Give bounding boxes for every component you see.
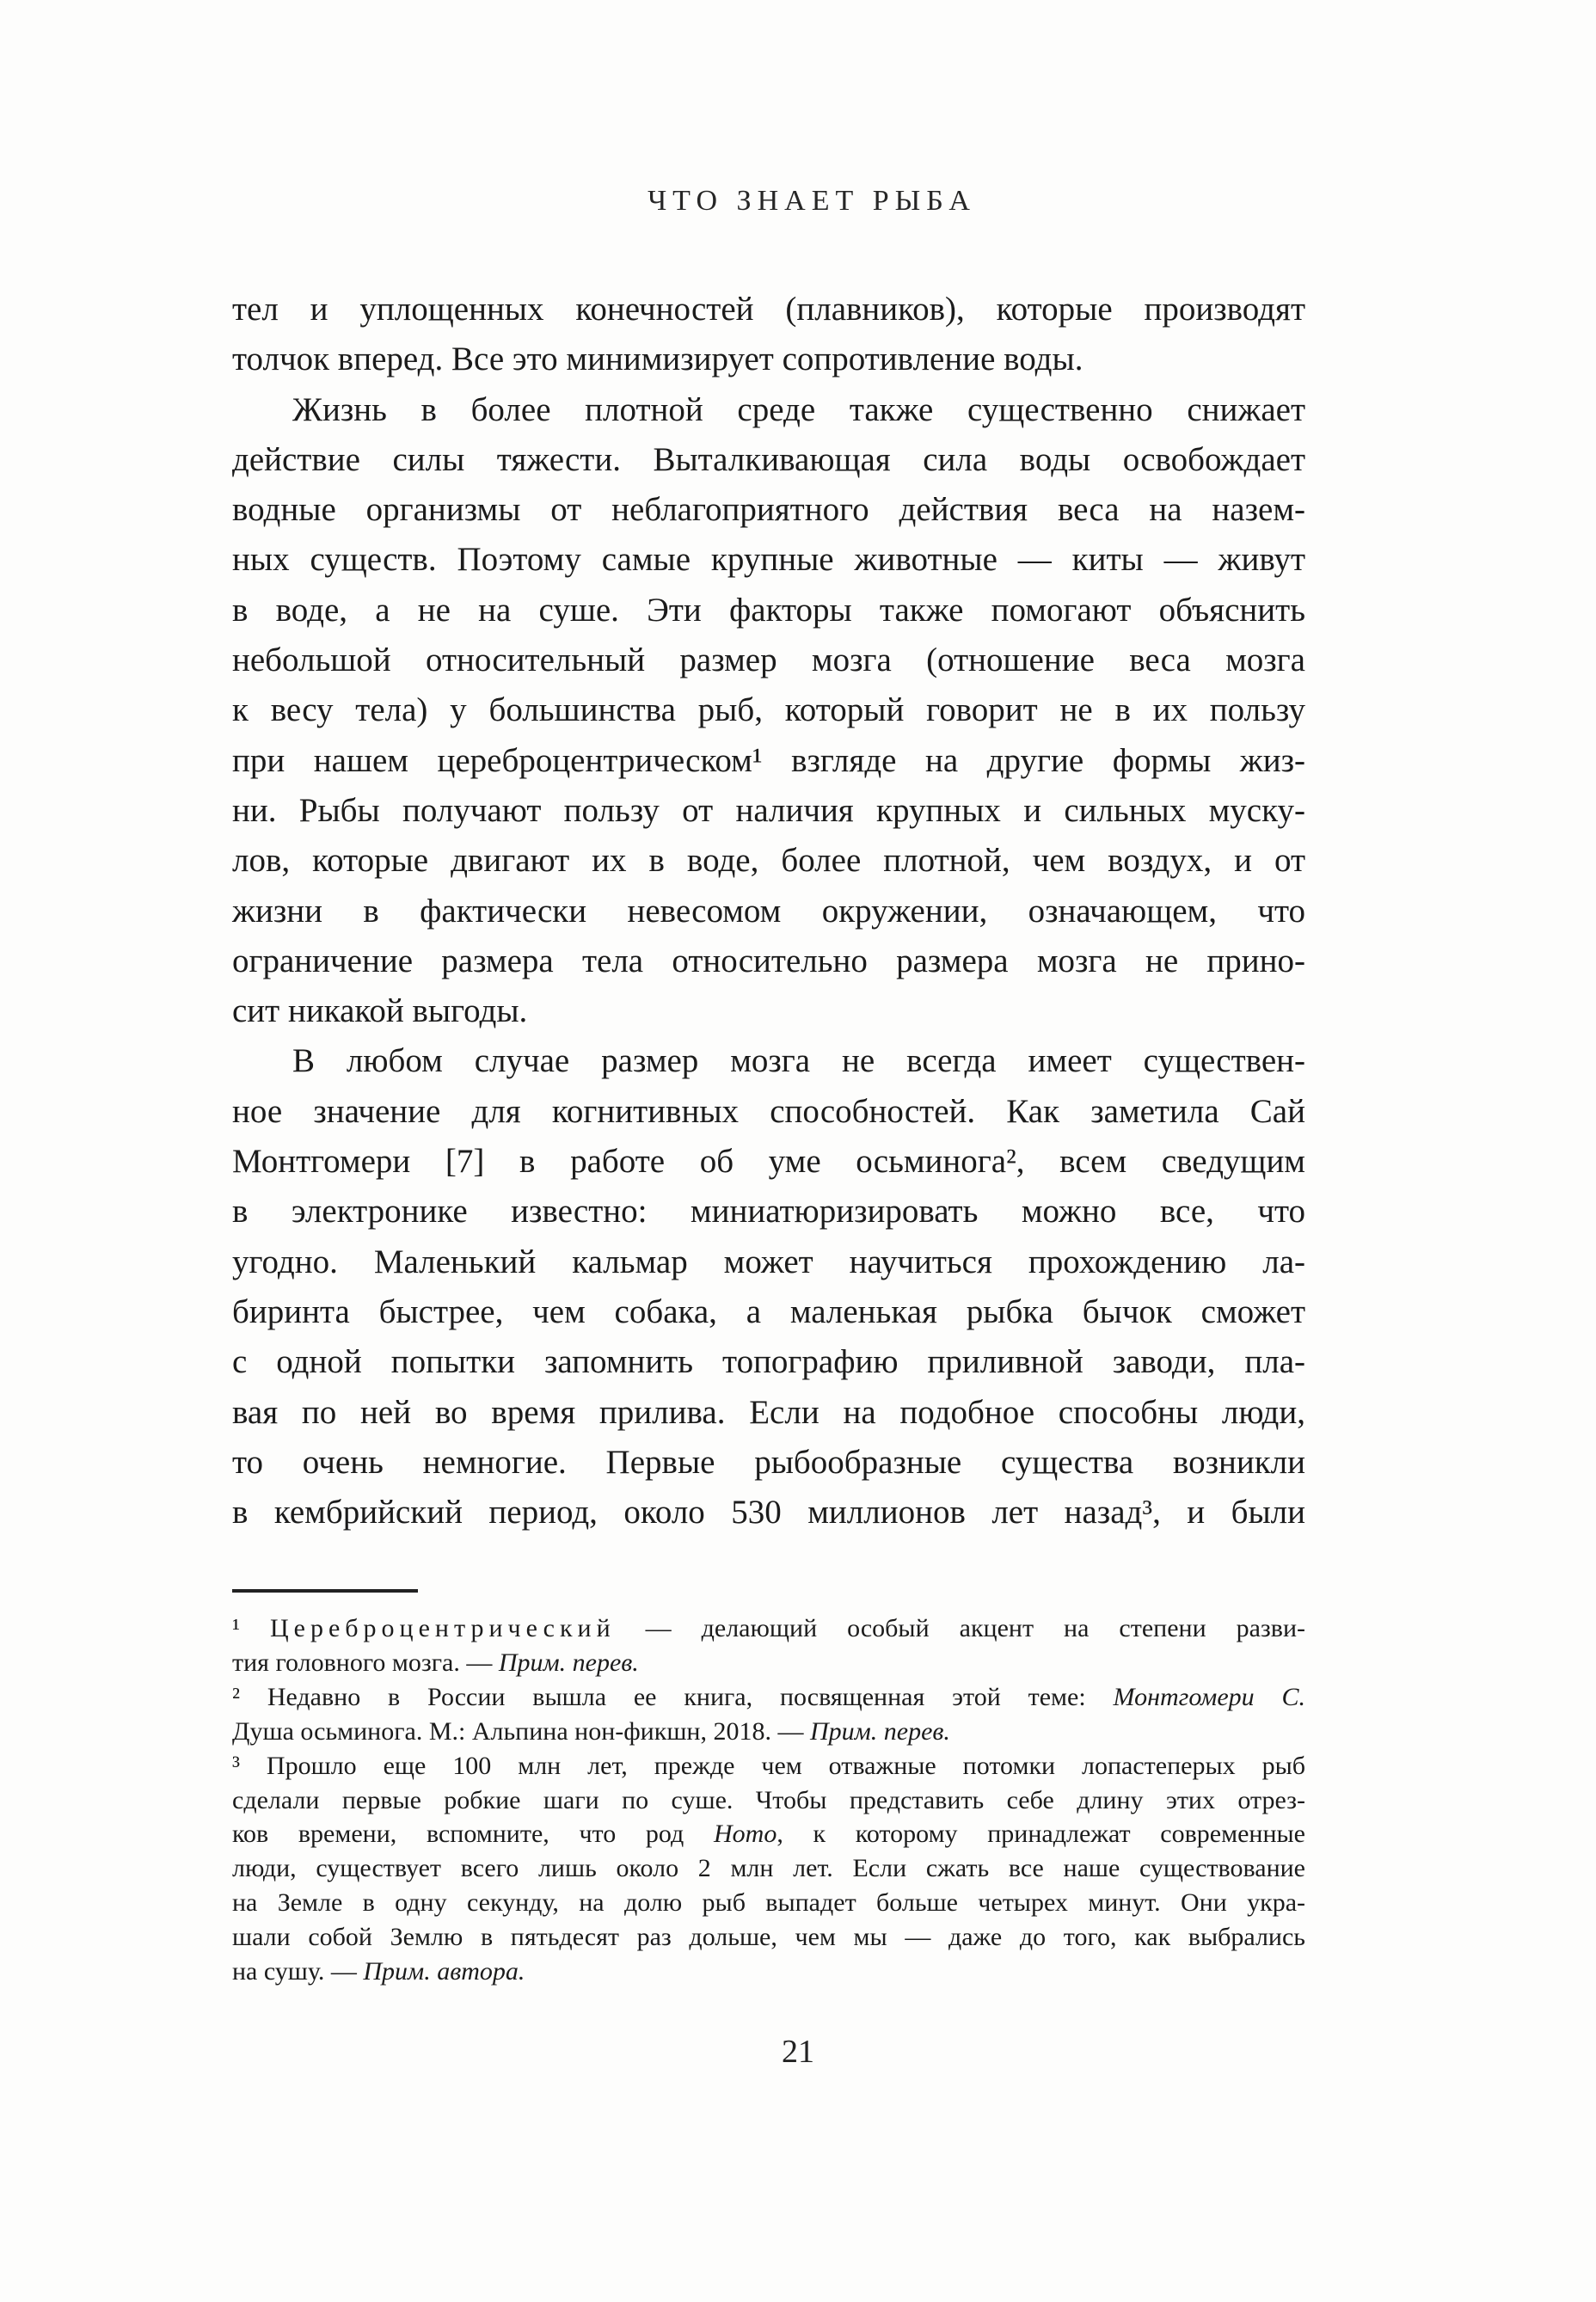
footnote-line — [232, 1920, 1305, 1955]
footnote-line — [232, 1646, 1305, 1680]
body-line: при нашем цереброцентрическом¹ взгляде на другие формы жиз- — [232, 741, 1305, 779]
italic-text-run: Прим. автора. — [363, 1957, 525, 1986]
body-line: вая по ней во время прилива. Если на подобное способны люди, — [232, 1393, 1305, 1431]
running-head: ЧТО ЗНАЕТ РЫБА — [648, 185, 976, 217]
text-run: ³ Прошло еще 100 млн лет, прежде чем отважные потомки лопастеперых рыб — [232, 1751, 1305, 1780]
italic-text-run: Прим. перев. — [498, 1648, 639, 1677]
body-line: тел и уплощенных конечностей (плавников), которые производят — [232, 291, 1305, 328]
paragraph — [232, 285, 1305, 385]
body-line: жизни в фактически невесомом окружении, означающем, что — [232, 892, 1305, 930]
text-run: — делающий особый акцент на степени разви- — [615, 1614, 1305, 1642]
text-run: ² Недавно в России вышла ее книга, посвященная этой теме: — [232, 1682, 1114, 1711]
text-run: ¹ — [232, 1614, 270, 1642]
body-line: лов, которые двигают их в воде, более плотной, чем воздух, и от — [232, 842, 1305, 880]
footnote — [232, 1680, 1305, 1749]
body-line: толчок вперед. Все это минимизирует сопротивление воды. — [232, 341, 1083, 378]
paragraph — [232, 385, 1305, 1037]
text-run: тия головного мозга. — — [232, 1648, 499, 1677]
italic-text-run: Homo — [714, 1820, 777, 1849]
footnote-line — [232, 1749, 1305, 1783]
footnote — [232, 1611, 1305, 1680]
italic-text-run: Монтгомери С. — [1113, 1682, 1305, 1711]
text-run: , к которому принадлежат современные — [777, 1820, 1305, 1849]
footnotes-section — [232, 1589, 1305, 1989]
body-line: ных существ. Поэтому самые крупные животные — киты — живут — [232, 541, 1305, 579]
text-run: люди, существует всего лишь около 2 млн лет. Если сжать все наше существование — [232, 1854, 1305, 1883]
paragraph — [232, 1036, 1305, 1538]
body-line: в кембрийский период, около 530 миллионов лет назад³, и были — [232, 1494, 1305, 1532]
text-run: на Земле в одну секунду, на долю рыб выпадет больше четырех минут. Они укра- — [232, 1888, 1305, 1918]
footnote-line — [232, 1680, 1305, 1715]
body-line: к весу тела) у большинства рыб, который говорит не в их пользу — [232, 691, 1305, 729]
text-run: сделали первые робкие шаги по суше. Чтобы представить себе длину этих отрез- — [232, 1785, 1305, 1814]
footnote-line — [232, 1611, 1305, 1646]
footnote-line — [232, 1715, 1305, 1749]
body-line: водные организмы от неблагоприятного действия веса на назем- — [232, 491, 1305, 529]
body-line: угодно. Маленький кальмар может научиться прохождению ла- — [232, 1243, 1305, 1280]
body-line: то очень немногие. Первые рыбообразные существа возникли — [232, 1443, 1305, 1481]
footnotes-list — [232, 1611, 1305, 1989]
italic-text-run: Прим. перев. — [809, 1716, 950, 1746]
text-run: шали собой Землю в пятьдесят раз дольше, чем мы — даже до того, как выбрались — [232, 1923, 1305, 1952]
body-line: с одной попытки запомнить топографию приливной заводи, пла- — [232, 1343, 1305, 1381]
footnote-line — [232, 1851, 1305, 1886]
footnote-rule — [232, 1589, 418, 1593]
text-run: на сушу. — — [232, 1957, 364, 1986]
body-line: Жизнь в более плотной среде также существенно снижает — [292, 390, 1305, 428]
footnote-line — [232, 1886, 1305, 1920]
body-line: биринта быстрее, чем собака, а маленькая рыбка бычок сможет — [232, 1292, 1305, 1330]
body-text — [232, 285, 1305, 1538]
letterspaced-text-run: Цереброцентрический — [269, 1614, 616, 1642]
body-line: действие силы тяжести. Выталкивающая сила воды освобождает — [232, 440, 1305, 478]
body-line: в воде, а не на суше. Эти факторы также помогают объяснить — [232, 591, 1305, 629]
body-line: сит никакой выгоды. — [232, 992, 528, 1030]
footnote — [232, 1749, 1305, 1989]
text-run: Душа осьминога. М.: Альпина нон-фикшн, 2018. — — [232, 1716, 810, 1746]
footnote-line — [232, 1817, 1305, 1851]
body-line: ное значение для когнитивных способностей. Как заметила Сай — [232, 1092, 1305, 1130]
body-line: небольшой относительный размер мозга (отношение веса мозга — [232, 641, 1305, 679]
footnote-line — [232, 1955, 1305, 1989]
body-line: в электронике известно: миниатюризировать можно все, что — [232, 1193, 1305, 1231]
body-line: Монтгомери [7] в работе об уме осьминога², всем сведущим — [232, 1143, 1305, 1181]
body-line: ни. Рыбы получают пользу от наличия крупных и сильных муску- — [232, 791, 1305, 829]
body-line: ограничение размера тела относительно размера мозга не прино- — [232, 942, 1305, 979]
footnote-line — [232, 1783, 1305, 1818]
page-number: 21 — [782, 2034, 814, 2070]
text-run: ков времени, вспомните, что род — [232, 1820, 714, 1849]
body-line: В любом случае размер мозга не всегда имеет существен- — [292, 1042, 1305, 1080]
